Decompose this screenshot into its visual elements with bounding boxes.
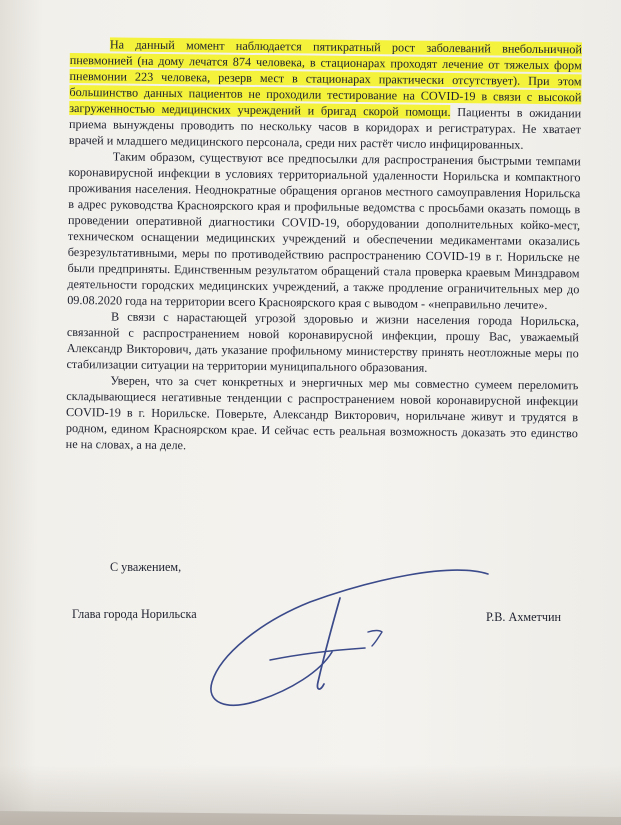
paragraph-1 xyxy=(69,36,582,153)
handwritten-signature xyxy=(200,560,500,720)
signer-name: Р.В. Ахметчин xyxy=(486,610,562,624)
letter-body xyxy=(66,36,582,457)
paragraph-4: Уверен, что за счет конкретных и энергичных мер мы совместно сумеем переломить складывающиеся негативные тенденции с распространением новой коронавирусной инфекции COVID-19 в г. Норильске. Поверьте, Александр Викторович, норильчане живут и трудятся в родном, едином Красноярском крае. И сейчас есть реальная возможность доказать это единство не на словах, а на деле. xyxy=(65,373,579,453)
signer-position: Глава города Норильска xyxy=(72,607,197,621)
paragraph-3: В связи с нарастающей угрозой здоровью и жизни населения города Норильска, связанной с распространением новой коронавирусной инфекции, прошу Вас, уважаемый Александр Викторович, дать указание профильному министерству принять неотложные меры по стабилизации ситуации на территории муниципального образования. xyxy=(66,309,580,375)
photo-shadow xyxy=(0,765,621,825)
closing-regards: С уважением, xyxy=(110,560,182,574)
paragraph-2: Таким образом, существуют все предпосылки для распространения быстрыми темпами коронавирусной инфекции в условиях территориальной удаленности Норильска и компактного проживания населения. Неоднократные обращения органов местного самоуправления Норильска в адрес руководства Красноярского края и профильные ведомства с просьбами оказать помощь в проведении оперативной диагностики COVID-19, оборудовании дополнительных койко-мест, техническом оснащении медицинских учреждений и обеспечении медикаментами оказались безрезультативными, меры по противодействию распространению COVID-19 в г. Норильске не были предприняты. Единственным результатом обращений стала проверка краевым Минздравом деятельности городских медицинских учреждений, а также продление ограничительных мер до 09.08.2020 года на территории всего Красноярского края с выводом - «неправильно лечите». xyxy=(67,149,581,313)
paragraph-1-rest: Пациенты в ожидании приема вынуждены проводить по нескольку часов в коридорах и регистратурах. Не хватает врачей и младшего медицинского персонала, среди них растёт число инфицированных. xyxy=(68,105,582,152)
highlighted-text: На данный момент наблюдается пятикратный рост заболеваний внебольничной пневмонией (на дому лечатся 874 человека, в стационарах проходят лечение от тяжелых форм пневмонии 223 человека, резерв мест в стационарах практически отсутствует). При этом большинство данных пациентов не проходили тестирование на COVID-19 в связи с высокой загруженностью медицинских учреждений и бригад скорой помощи. xyxy=(69,37,582,119)
